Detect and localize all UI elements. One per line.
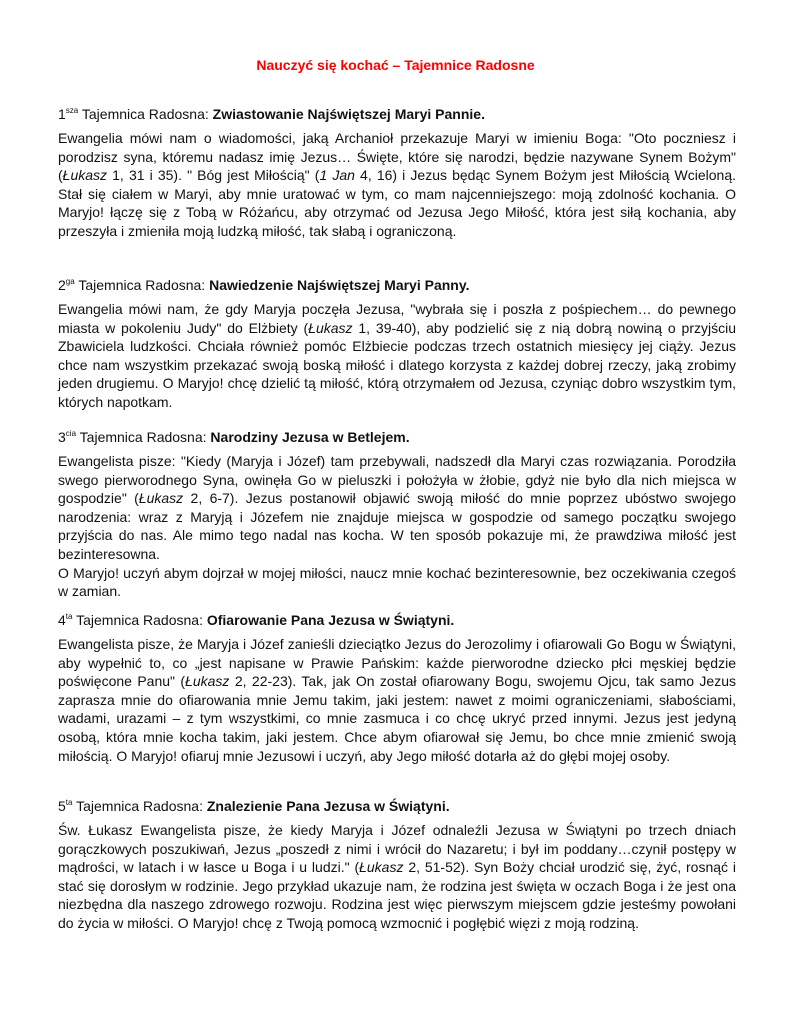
mystery-ordinal: sza (65, 106, 79, 115)
mystery-name: Znalezienie Pana Jezusa w Świątyni. (206, 798, 450, 814)
mystery-heading (58, 797, 736, 815)
mystery-ordinal: ta (65, 612, 73, 621)
mystery-prayer: O Maryjo! uczyń abym dojrzał w mojej miłości, naucz mnie kochać bezinteresownie, bez oczekiwania czegoś w zamian. (58, 564, 736, 600)
scripture-ref: Łukasz (308, 319, 353, 336)
scripture-ref: Łukasz (359, 859, 404, 876)
mystery-text (58, 452, 736, 564)
mystery-text (58, 129, 736, 241)
mystery-label: Tajemnica Radosna: (76, 612, 203, 628)
text-part: 1, 39-40), aby podzielić się z nią dobrą nowiną o przyjściu Zbawiciela ludzkości. Chciała również pomóc Elżbiecie podczas trzech ostatnich miesięcy jej ciąży. Jezus chce nam wszystkim przekazać swoją boską miłość i dlatego korzysta z każdej dobrej rzeczy, jaką zrobimy jeden drugiemu. O Maryjo! chcę dzielić tą miłość, którą otrzymałem od Jezusa, czyniąc dobro wszystkim tym, których napotkam. (58, 319, 736, 410)
mystery-name: Narodziny Jezusa w Betlejem. (210, 429, 410, 445)
mystery-text (58, 821, 736, 933)
text-part: 2, 51-52). Syn Boży chciał urodzić się, żyć, rosnąć i stać się dorosłym w rodzinie. Jego przykład ukazuje nam, że rodzina jest święta w oczach Boga i że jest ona niezbędna dla naszego zdrowego rozwoju. Rodzina jest więc pierwszym miejscem gdzie jesteśmy powołani do życia w miłości. O Maryjo! chcę z Twoją pomocą wzmocnić i pogłębić więzi z moją rodziną. (58, 859, 736, 931)
scripture-ref: Łukasz (185, 673, 230, 690)
mystery-name: Zwiastowanie Najświętszej Maryi Pannie. (212, 106, 485, 122)
mystery-text (58, 300, 736, 412)
mystery-label: Tajemnica Radosna: (79, 429, 207, 445)
mystery-ordinal: cia (65, 429, 77, 438)
scripture-ref: Łukasz (138, 490, 184, 507)
text-part: Ewangelista pisze, że Maryja i Józef zanieśli dzieciątko Jezus do Jerozolimy i ofiarowali Go Bogu w Świątyni, aby wypełnić to, co „jest napisane w Prawie Pańskim: każde pierworodne dziecko płci męskiej będzie poświęcone Panu" ( (58, 636, 736, 690)
scripture-ref: 1 Jan (319, 167, 355, 184)
mystery-ordinal: ta (65, 798, 73, 807)
mystery-section-2 (58, 276, 736, 412)
text-part: Ewangelia mówi nam, że gdy Maryja poczęła Jezusa, "wybrała się i poszła z pośpiechem… do pewnego miasta w pokoleniu Judy" do Elżbiety ( (58, 301, 736, 336)
mystery-heading (58, 276, 736, 294)
mystery-name: Ofiarowanie Pana Jezusa w Świątyni. (206, 612, 455, 628)
mystery-section-4 (58, 611, 736, 765)
mystery-label: Tajemnica Radosna: (76, 798, 203, 814)
mystery-heading (58, 105, 736, 123)
text-part: 2, 6-7). Jezus postanowił objawić swoją miłość do mnie poprzez ubóstwo swojego narodzenia: wraz z Maryją i Józefem nie znajduje miejsca w gospodzie od samego początku swojego przyjścia do nas. Ale mimo tego nadal nas kocha. W ten sposób pokazuje mi, że prawdziwa miłość jest bezinteresowna. (58, 490, 737, 562)
mystery-section-1 (58, 105, 736, 241)
mystery-number: 5 (58, 798, 66, 814)
scripture-ref: Łukasz (62, 167, 108, 184)
mystery-section-5 (58, 797, 736, 933)
mystery-section-3 (58, 428, 736, 601)
text-part: 2, 22-23). Tak, jak On został ofiarowany Bogu, swojemu Ojcu, tak samo Jezus zaprasza mnie do ofiarowania mnie Jemu takim, jaki jestem: nawet z moimi ograniczeniami, słabościami, wadami, urazami – z tym wszystkimi, co mnie zasmuca i co chcę ukryć przed innymi. Jezus jest jedyną osobą, która mnie kocha takim, jaki jestem. Chce abym ofiarował się Jemu, bo chce mnie zmienić swoją miłością. O Maryjo! ofiaruj mnie Jezusowi i uczyń, aby Jego miłość dotarła aż do głębi mojej osoby. (58, 673, 736, 764)
mystery-heading (58, 428, 736, 446)
text-part: Ewangelia mówi nam o wiadomości, jaką Archanioł przekazuje Maryi w imieniu Boga: "Oto poczniesz i porodzisz syna, któremu nadasz imię Jezus… Święte, które się narodzi, będzie nazywane Synem Bożym" ( (58, 130, 736, 184)
mystery-label: Tajemnica Radosna: (81, 106, 209, 122)
mystery-ordinal: ga (65, 277, 75, 286)
text-part: 1, 31 i 35). " Bóg jest Miłością" ( (107, 167, 320, 184)
mystery-number: 2 (58, 277, 66, 293)
document-title: Nauczyć się kochać – Tajemnice Radosne (256, 57, 535, 73)
mystery-label: Tajemnica Radosna: (78, 277, 206, 293)
mystery-name: Nawiedzenie Najświętszej Maryi Panny. (209, 277, 470, 293)
mystery-number: 3 (58, 429, 66, 445)
text-part: Ewangelista pisze: "Kiedy (Maryja i Józef) tam przebywali, nadszedł dla Maryi czas rozwiązania. Porodziła swego pierworodnego Syna, owinęła Go w pieluszki i położyła w żłobie, gdyż nie było dla nich miejsca w gospodzie" ( (58, 453, 736, 507)
text-part: 4, 16) i Jezus będąc Synem Bożym jest Miłością Wcieloną. Stał się ciałem w Maryi, aby mnie uratować w tym, co mam najcenniejszego: moją zdolność kochania. O Maryjo! łączę się z Tobą w Różańcu, aby otrzymać od Jezusa Jego Miłość, która jest siłą kochania, aby przeszyła i zmieniła moją ludzką miłość, tak słabą i ograniczoną. (58, 167, 737, 239)
mystery-number: 4 (58, 612, 66, 628)
mystery-number: 1 (58, 106, 66, 122)
mystery-heading (58, 611, 736, 629)
mystery-text (58, 635, 736, 765)
text-part: Św. Łukasz Ewangelista pisze, że kiedy Maryja i Józef odnaleźli Jezusa w Świątyni po trzech dniach gorączkowych poszukiwań, Jezus „poszedł z nimi i wrócił do Nazaretu; i był im poddany…czynił postępy w mądrości, w latach i w łasce u Boga i u ludzi." ( (58, 822, 736, 876)
